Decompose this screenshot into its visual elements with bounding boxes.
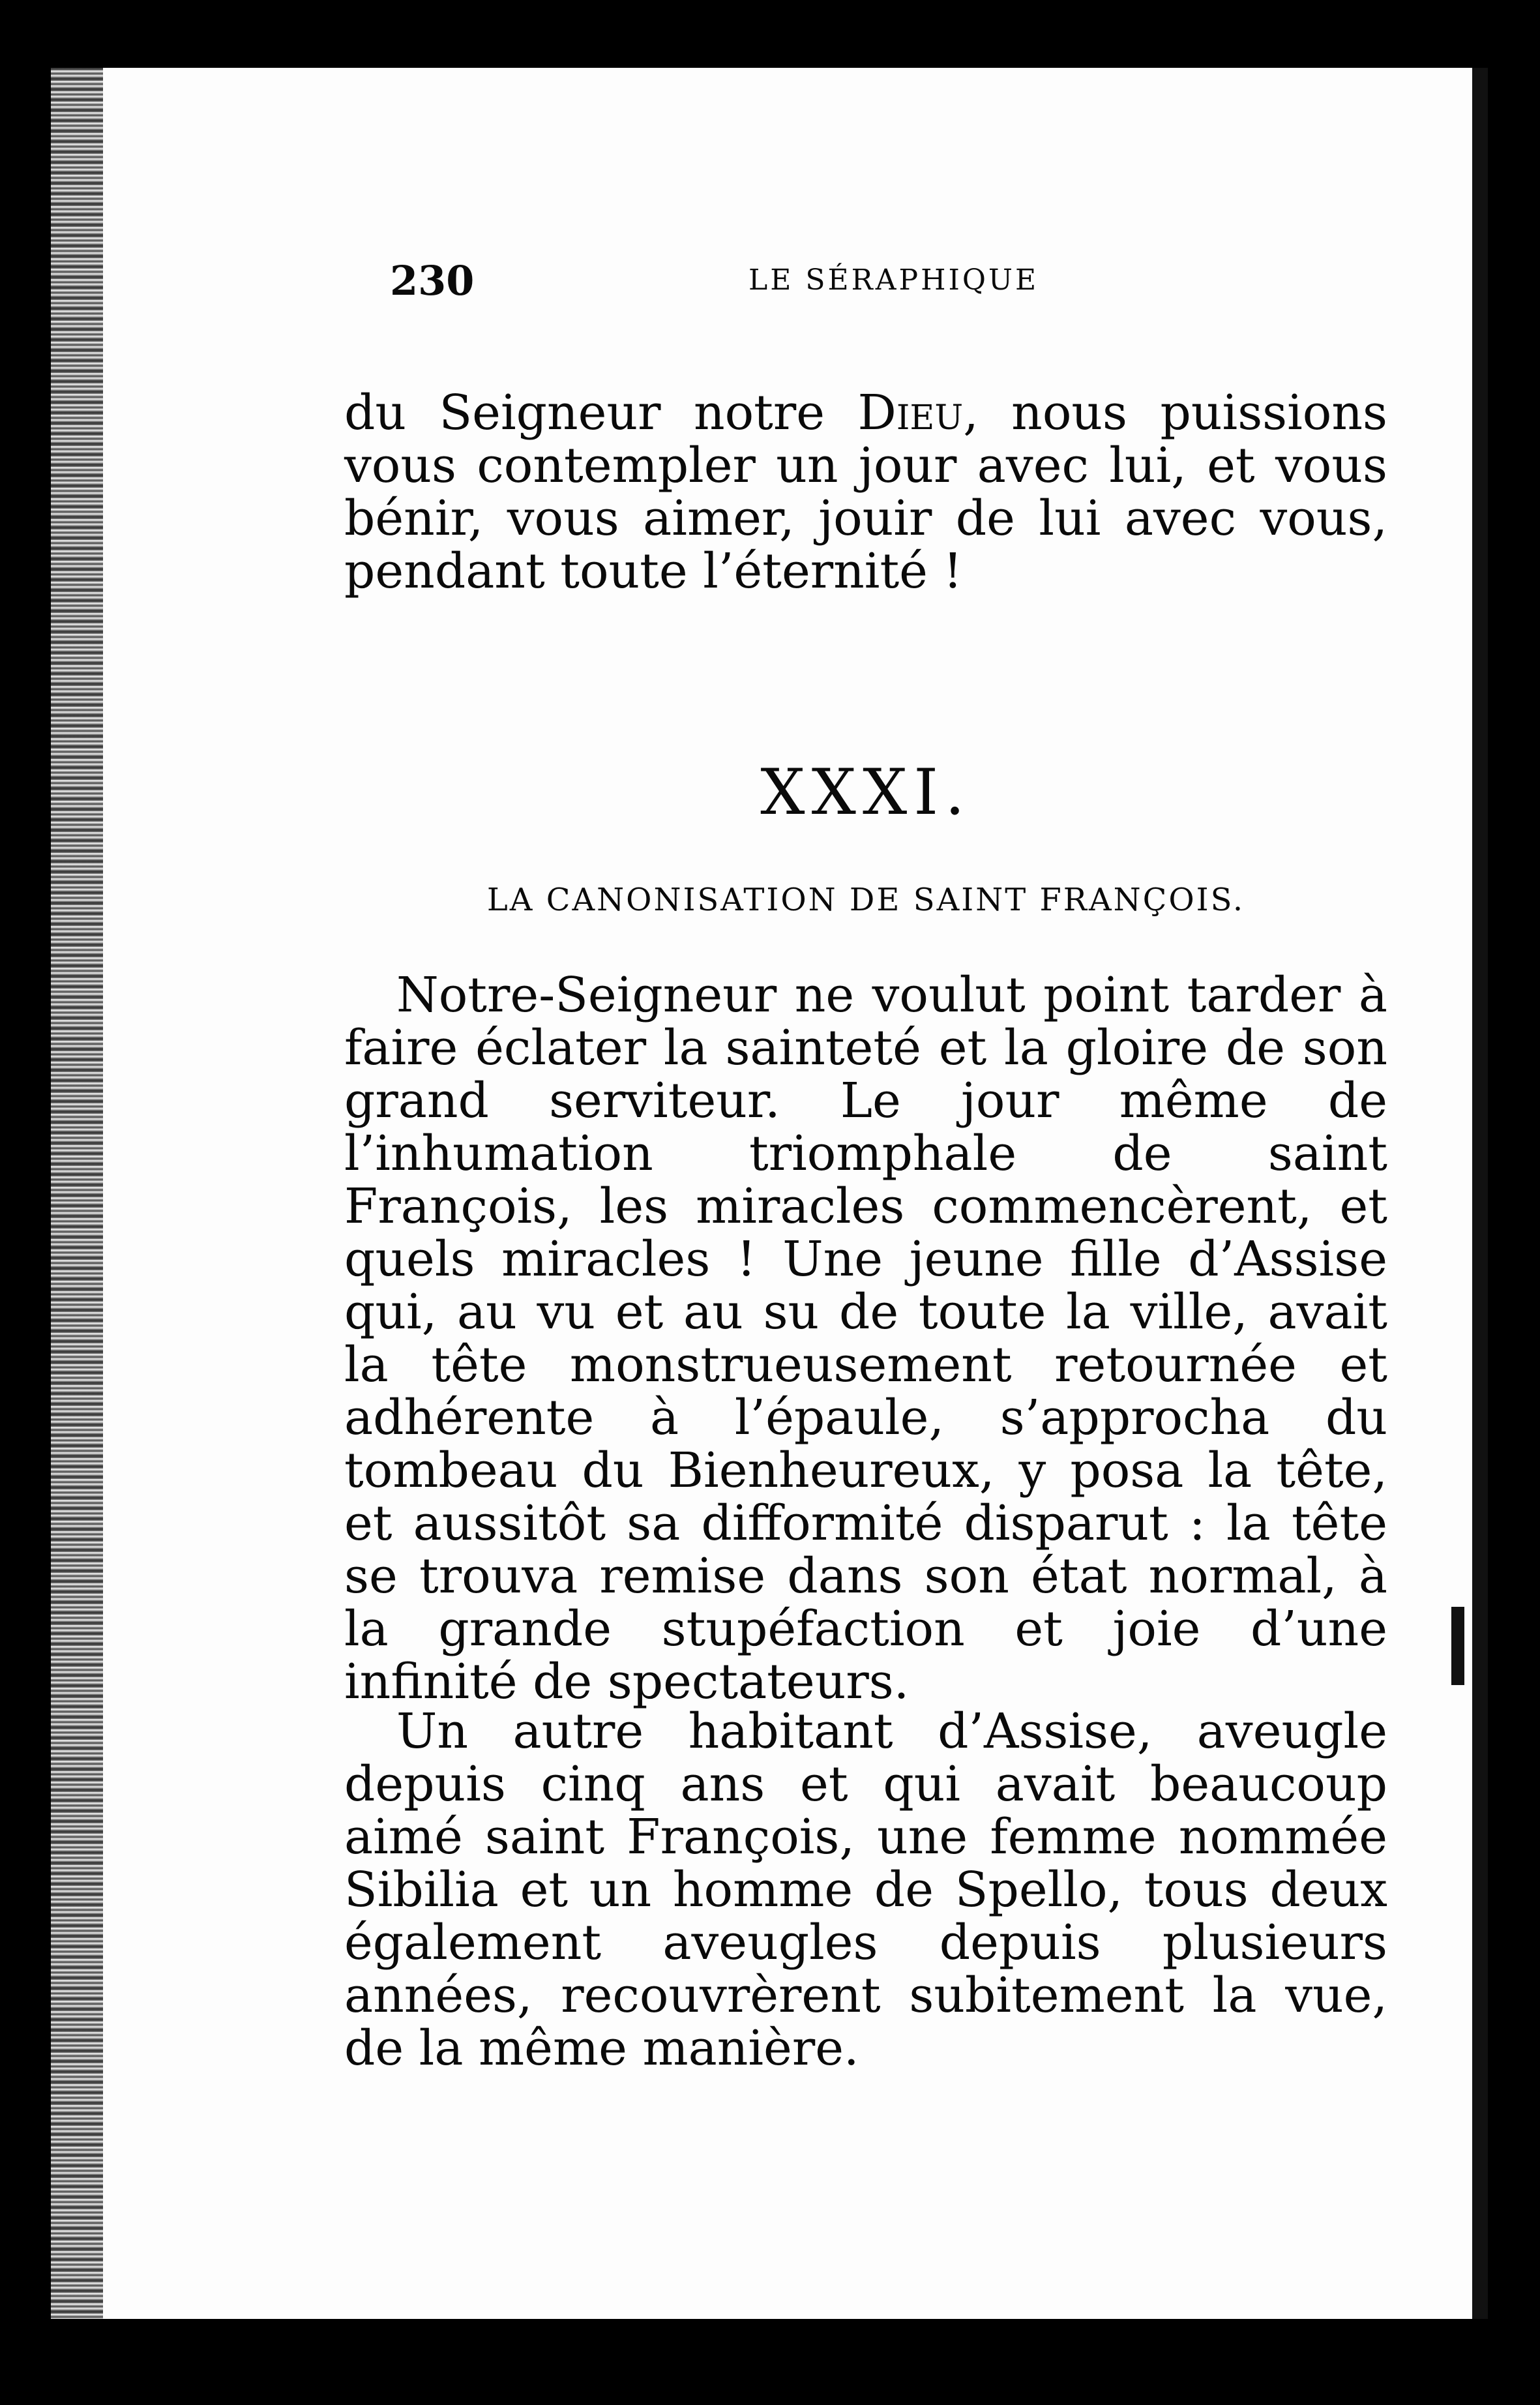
page-edge-mark — [1451, 1607, 1464, 1685]
paragraph-text: , nous puissions vous contempler un jour avec lui, et vous bénir, vous aimer, jouir de lui avec vous, pendant toute l’éternité ! — [344, 385, 1387, 599]
running-title: LE SÉRAPHIQUE — [748, 263, 1039, 297]
paragraph-text: du Seigneur notre — [344, 385, 858, 441]
paragraph: Un autre habitant d’Assise, aveugle depuis cinq ans et qui avait beaucoup aimé saint François, une femme nommée Sibilia et un homme de Spello, tous deux également aveugles depuis plusieurs années, recouvrèrent subitement la vue, de la même manière. — [344, 1703, 1387, 2076]
paragraph-text-smallcaps: Dieu — [857, 385, 964, 441]
book-binding-edge — [51, 68, 103, 2319]
chapter-number: XXXI. — [760, 756, 971, 829]
book-page — [51, 68, 1488, 2319]
chapter-title: LA CANONISATION DE SAINT FRANÇOIS. — [486, 882, 1245, 918]
page-number: 230 — [390, 257, 475, 305]
paragraph: Notre-Seigneur ne voulut point tarder à faire éclater la sainteté et la gloire de son grand serviteur. Le jour même de l’inhumation triomphale de saint François, les miracles commencèrent, et quels miracles ! Une jeune fille d’Assise qui, au vu et au su de toute la ville, avait la tête monstrueusement retournée et adhérente à l’épaule, s’approcha du tombeau du Bienheureux, y posa la tête, et aussitôt sa difformité disparut : la tête se trouva remise dans son état normal, à la grande stupéfaction et joie d’une infinité de spectateurs. — [344, 967, 1387, 1710]
paragraph-continued — [344, 387, 1387, 598]
running-head — [344, 250, 1387, 309]
